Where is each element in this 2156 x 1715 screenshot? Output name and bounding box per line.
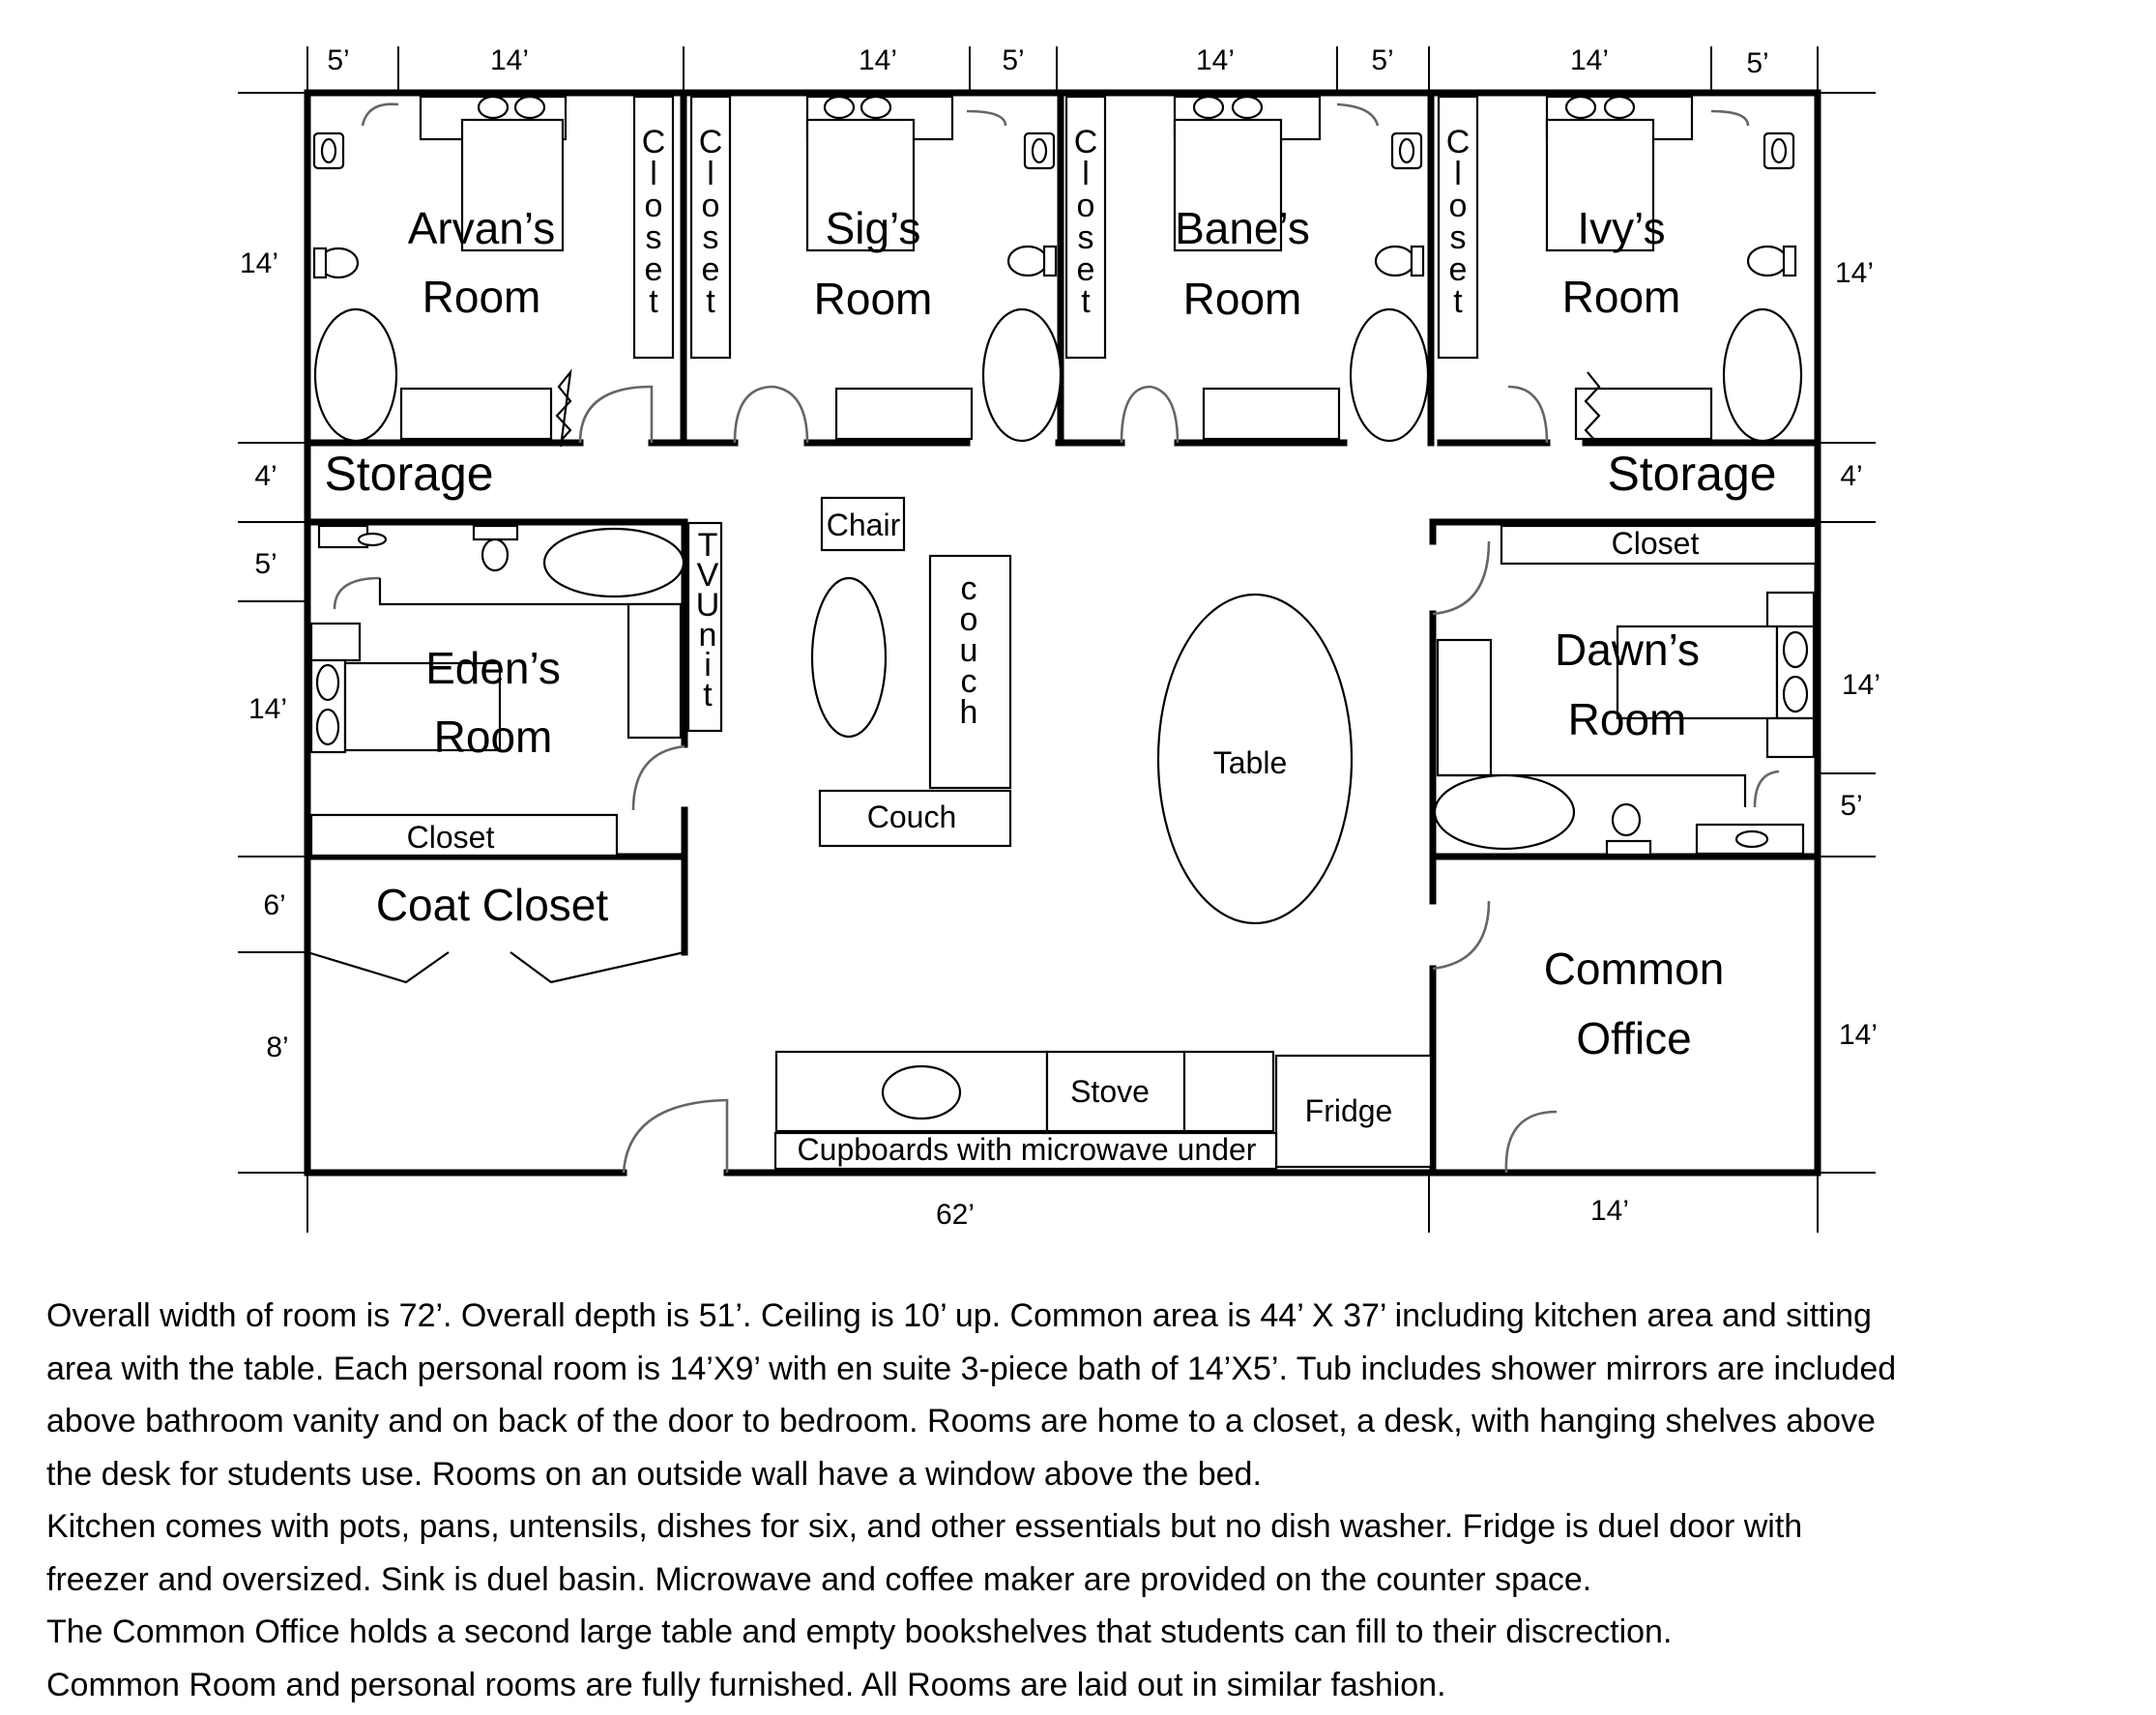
dim-top-4: 5’ [1002,44,1025,76]
ivys-closet-label: C l o s e t [1445,124,1471,320]
coat-closet-label: Coat Closet [375,880,609,930]
dawns-closet-label: Closet [1611,526,1700,561]
dim-right-2: 4’ [1840,460,1863,492]
dim-left-4: 14’ [248,693,288,725]
ivys-room-label-2: Room [1561,272,1681,322]
notes [46,1290,2135,1711]
dim-bottom-1: 62’ [935,1199,976,1231]
dim-top-8: 5’ [1746,47,1769,79]
notes-line: the desk for students use. Rooms on an outside wall have a window above the bed. [46,1455,1262,1493]
sigs-closet-label: C l o s e t [698,124,723,320]
chair-label: Chair [826,508,901,542]
stove-label: Stove [1070,1074,1150,1109]
tv-unit-label: T V U n i t [695,527,720,713]
notes-line: area with the table. Each personal room is 14’X9’ with en suite 3-piece bath of 14’X5’. Tub includes shower mirrors are included [46,1350,1897,1387]
dim-right-5: 14’ [1838,1019,1879,1051]
banes-room-label-2: Room [1182,274,1302,324]
notes-line: Kitchen comes with pots, pans, untensils, dishes for six, and other essentials but no dish washer. Fridge is duel door with [46,1508,1803,1545]
dim-left-2: 4’ [254,460,277,492]
couch-label: Couch [866,799,957,834]
arvans-room-label: Arvan’s [407,203,556,253]
edens-room-label-2: Room [433,712,553,762]
dim-top-2: 14’ [489,44,530,76]
dim-right-4: 5’ [1840,790,1863,822]
notes-line: Overall width of room is 72’. Overall depth is 51’. Ceiling is 10’ up. Common area is 44’ X 37’ including kitchen area and sitting [46,1297,1872,1334]
sigs-room-label: Sig’s [825,203,921,253]
arvans-room-label-2: Room [422,272,541,322]
banes-closet-label: C l o s e t [1073,124,1098,320]
dawns-room-label-2: Room [1567,694,1687,744]
dim-top-3: 14’ [858,44,898,76]
notes-line: The Common Office holds a second large table and empty bookshelves that students can fill to their discrection. [46,1613,1673,1650]
edens-room-label: Eden’s [425,643,561,693]
notes-line: freezer and oversized. Sink is duel basin. Microwave and coffee maker are provided on the counter space. [46,1560,1592,1598]
edens-closet-label: Closet [406,820,495,855]
common-office-label: Common [1543,944,1725,994]
dim-right-1: 14’ [1834,257,1875,289]
arvans-closet-label: C l o s e t [641,124,666,320]
couch-vertical-label: c o u c h [959,570,978,731]
dim-left-5: 6’ [263,889,286,921]
dim-left-3: 5’ [254,548,277,580]
dim-left-6: 8’ [266,1032,289,1063]
dim-left-1: 14’ [239,247,279,279]
storage-right-label: Storage [1607,447,1777,501]
dim-top-5: 14’ [1195,44,1236,76]
sigs-room-label-2: Room [813,274,933,324]
dim-top-7: 14’ [1569,44,1610,76]
ivys-room-label: Ivy’s [1577,203,1666,253]
common-office-label-2: Office [1576,1013,1692,1063]
dim-right-3: 14’ [1841,669,1881,701]
table-label: Table [1212,745,1288,780]
banes-room-label: Bane’s [1175,203,1310,253]
vertical-labels [642,124,1471,731]
dawns-room-label: Dawn’s [1555,625,1700,675]
storage-left-label: Storage [324,447,494,501]
fridge-label: Fridge [1304,1093,1393,1128]
dim-top-6: 5’ [1371,44,1394,76]
dim-top-1: 5’ [327,44,350,76]
notes-line: above bathroom vanity and on back of the door to bedroom. Rooms are home to a closet, a desk, with hanging shelves above [46,1403,1876,1439]
cupboards-label: Cupboards with microwave under [797,1132,1257,1167]
notes-line: Common Room and personal rooms are fully furnished. All Rooms are laid out in similar fashion. [46,1666,1446,1703]
dim-bottom-2: 14’ [1589,1195,1630,1227]
